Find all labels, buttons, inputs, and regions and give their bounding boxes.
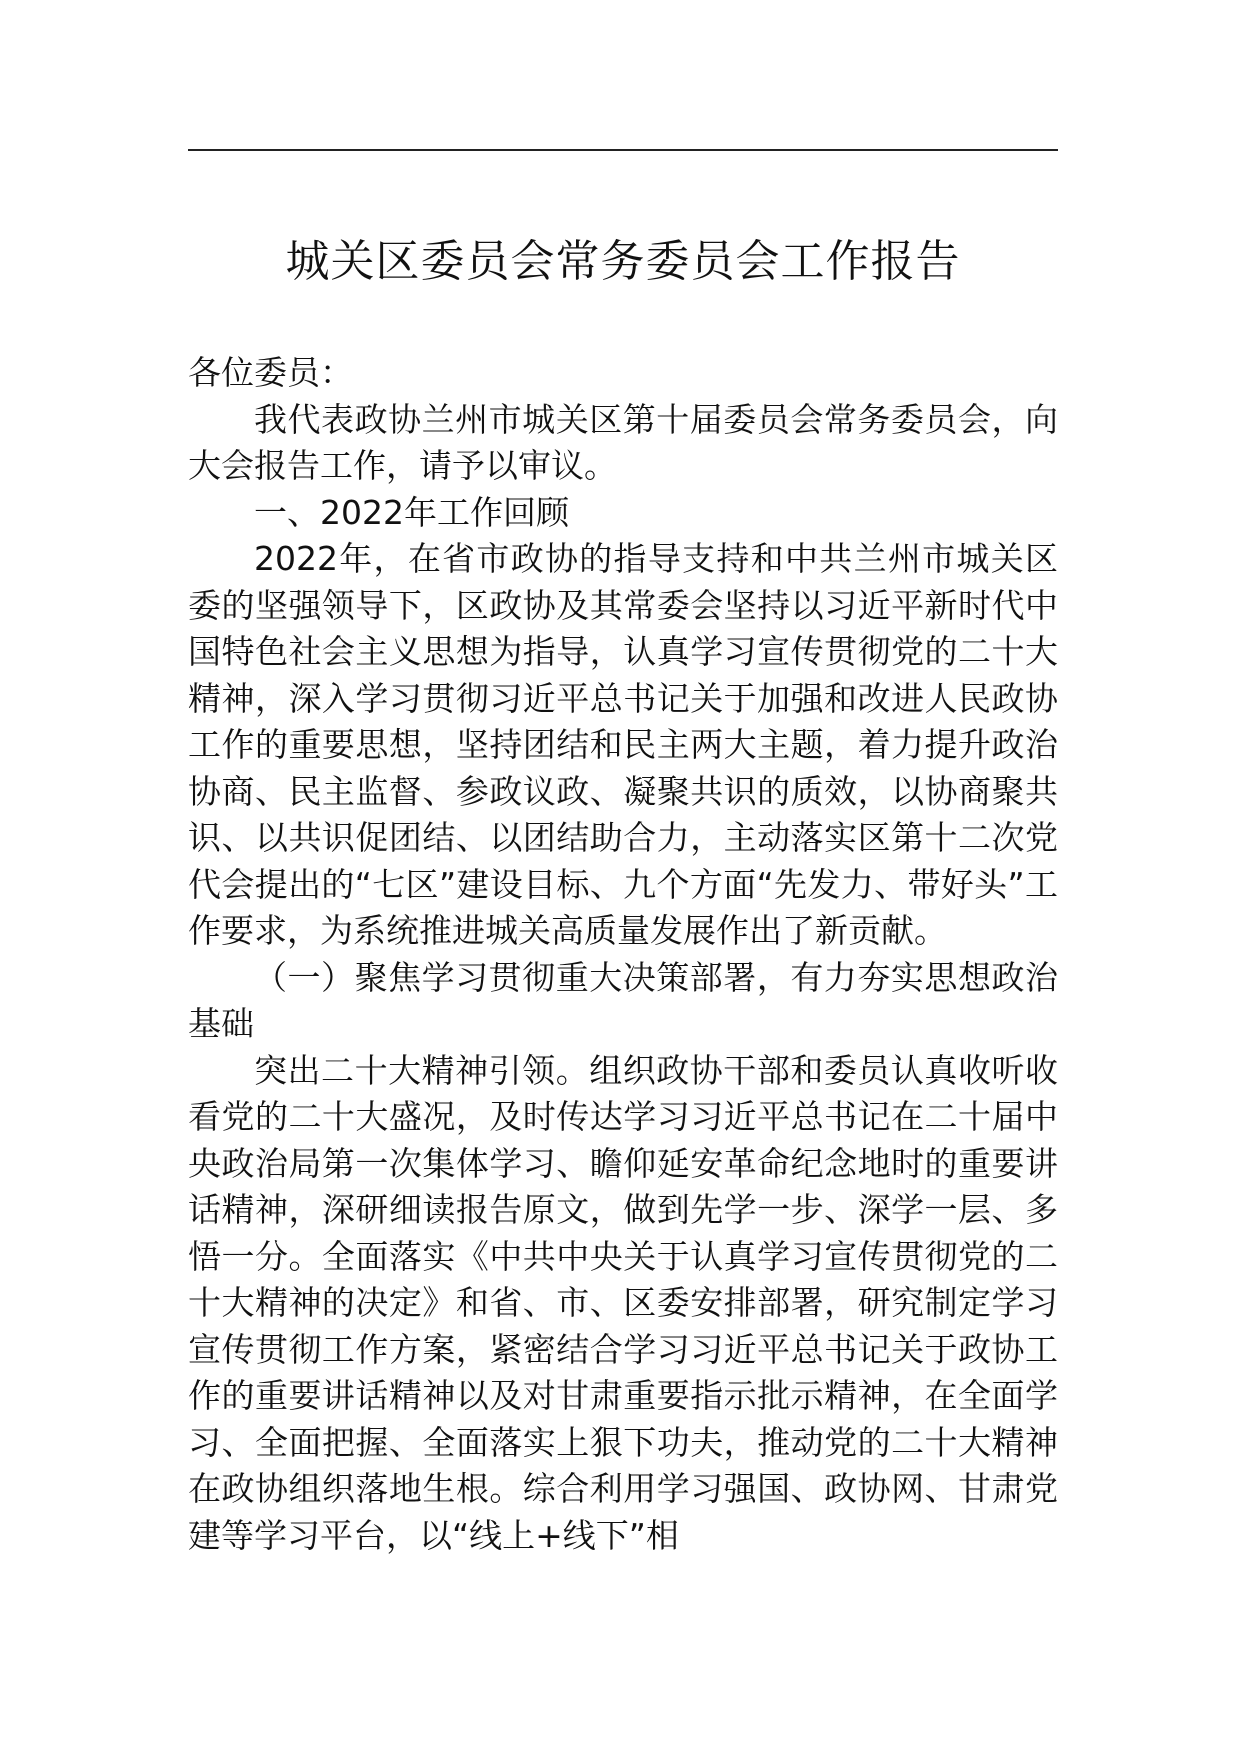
salutation: 各位委员： bbox=[188, 353, 353, 392]
header-rule bbox=[188, 149, 1058, 151]
intro-paragraph: 我代表政协兰州市城关区第十届委员会常务委员会，向大会报告工作，请予以审议。 bbox=[188, 399, 1058, 485]
section-heading: 一、2022年工作回顾 bbox=[254, 492, 569, 532]
overview-paragraph: 2022年，在省市政协的指导支持和中共兰州市城关区委的坚强领导下，区政协及其常委会坚持以习近平新时代中国特色社会主义思想为指导，认真学习宣传贯彻党的二十大精神，深入学习贯彻习近平总书记关于加强和改进人民政协工作的重要思想，坚持团结和民主两大主题，着力提升政治协商、民主监督、参政议政、凝聚共识的质效，以协商聚共识、以共识促团结、以团结助合力，主动落实区第十二次党代会提出的“七区”建设目标、九个方面“先发力、带好头”工作要求，为系统推进城关高质量发展作出了新贡献。 bbox=[188, 539, 1058, 950]
document-body bbox=[188, 350, 1058, 1559]
document-title: 城关区委员会常务委员会工作报告 bbox=[285, 236, 961, 287]
detail-paragraph: 突出二十大精神引领。组织政协干部和委员认真收听收看党的二十大盛况，及时传达学习习近平总书记在二十届中央政治局第一次集体学习、瞻仰延安革命纪念地时的重要讲话精神，深研细读报告原文，做到先学一步、深学一层、多悟一分。全面落实《中共中央关于认真学习宣传贯彻党的二十大精神的决定》和省、市、区委安排部署，研究制定学习宣传贯彻工作方案，紧密结合学习习近平总书记关于政协工作的重要讲话精神以及对甘肃重要指示批示精神，在全面学习、全面把握、全面落实上狠下功夫，推动党的二十大精神在政协组织落地生根。综合利用学习强国、政协网、甘肃党建等学习平台，以“线上+线下”相 bbox=[188, 1050, 1058, 1555]
subsection-heading: （一）聚焦学习贯彻重大决策部署，有力夯实思想政治基础 bbox=[188, 957, 1058, 1043]
